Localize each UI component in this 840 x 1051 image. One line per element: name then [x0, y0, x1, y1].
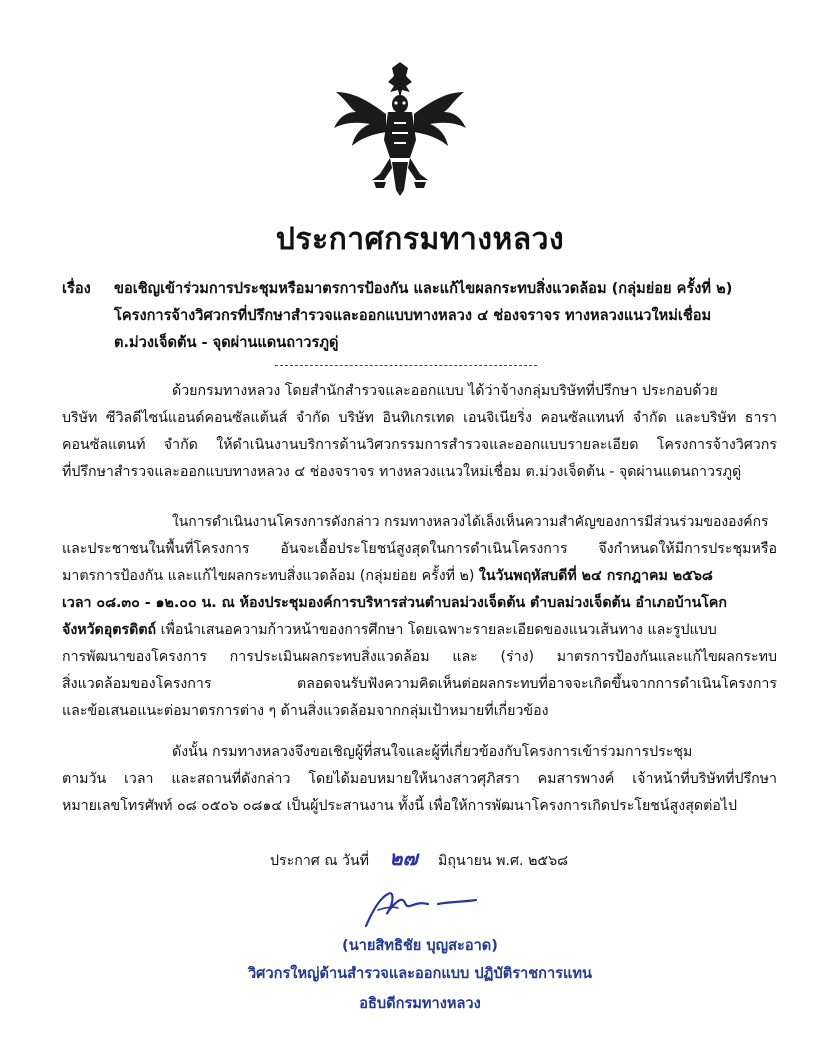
subject-line-3: ต.ม่วงเจ็ดต้น - จุดผ่านแดนถาวรภูดู่: [114, 334, 339, 351]
paragraph-line: ดังนั้น กรมทางหลวงจึงขอเชิญผู้ที่สนใจและผู้ที่เกี่ยวข้องกับโครงการเข้าร่วมการประชุม: [172, 744, 693, 760]
announcement-title: ประกาศกรมทางหลวง: [275, 222, 565, 257]
paragraph-line: และข้อเสนอแนะต่อมาตรการต่าง ๆ ด้านสิ่งแวดล้อมจากกลุ่มเป้าหมายที่เกี่ยวข้อง: [62, 703, 549, 719]
meeting-date: ในวันพฤหัสบดีที่ ๒๔ กรกฎาคม ๒๕๖๘: [478, 568, 713, 584]
paragraph-intro: [62, 378, 777, 486]
paragraph-line: คอนซัลแตนท์ จำกัด ให้ดำเนินงานบริการด้านวิศวกรรมการสำรวจและออกแบบรายละเอียด โครงการจ้างวิศวกร: [62, 437, 777, 453]
paragraph-line: ในการดำเนินงานโครงการดังกล่าว กรมทางหลวงได้เล็งเห็นความสำคัญของการมีส่วนร่วมขององค์กร: [172, 514, 769, 530]
date-prefix: ประกาศ ณ วันที่: [270, 853, 370, 869]
paragraph-line: ด้วยกรมทางหลวง โดยสำนักสำรวจและออกแบบ ได้ว่าจ้างกลุ่มบริษัทที่ปรึกษา ประกอบด้วย: [172, 383, 718, 399]
text-normal: มาตรการป้องกัน และแก้ไขผลกระทบสิ่งแวดล้อม (กลุ่มย่อย ครั้งที่ ๒): [62, 568, 479, 584]
text-normal: เพื่อนำเสนอความก้าวหน้าของการศึกษา โดยเฉพาะรายละเอียดของแนวเส้นทาง และรูปแบบ: [156, 622, 717, 638]
subject-label: เรื่อง: [62, 280, 91, 297]
signer-office: อธิบดีกรมทางหลวง: [359, 995, 481, 1012]
paragraph-line: [62, 617, 777, 644]
subject-line-1: ขอเชิญเข้าร่วมการประชุมหรือมาตรการป้องกัน และแก้ไขผลกระทบสิ่งแวดล้อม (กลุ่มย่อย ครั้งที่ ๒): [114, 280, 733, 297]
paragraph-line: สิ่งแวดล้อมของโครงการ ตลอดจนรับฟังความคิดเห็นต่อผลกระทบที่อาจจะเกิดขึ้นจากการดำเนินโครงการ: [62, 676, 777, 692]
signer-position: วิศวกรใหญ่ด้านสำรวจและออกแบบ ปฏิบัติราชการแทน: [247, 965, 593, 982]
separator-rule: [275, 365, 537, 366]
handwritten-signature: [358, 882, 483, 932]
paragraph-line: การพัฒนาของโครงการ การประเมินผลกระทบสิ่งแวดล้อม และ (ร่าง) มาตรการป้องกันและแก้ไขผลกระทบ: [62, 649, 777, 665]
signer-name: (นายสิทธิชัย บุญสะอาด): [342, 937, 498, 954]
paragraph-line: และประชาชนในพื้นที่โครงการ อันจะเอื้อประโยชน์สูงสุดในการดำเนินโครงการ จึงกำหนดให้มีการประชุมหรือ: [62, 541, 777, 557]
subject-line-2: โครงการจ้างวิศวกรที่ปรึกษาสำรวจและออกแบบทางหลวง ๔ ช่องจราจร ทางหลวงแนวใหม่เชื่อม: [114, 307, 712, 324]
paragraph-line: บริษัท ซีวิลดีไซน์แอนด์คอนซัลแต้นส์ จำกัด บริษัท อินทิเกรเทด เอนจิเนียริ่ง คอนซัลแทนท์ จำกัด และบริษัท ธารา: [62, 410, 777, 426]
paragraph-meeting-details: [62, 509, 777, 725]
paragraph-line: [62, 590, 777, 617]
paragraph-invitation: [62, 739, 777, 820]
paragraph-line: หมายเลขโทรศัพท์ ๐๘ ๐๕๐๖ ๐๘๑๔ เป็นผู้ประสานงาน ทั้งนี้ เพื่อให้การพัฒนาโครงการเกิดประโยชน์สูงสุดต่อไป: [62, 798, 737, 814]
meeting-time-venue: เวลา ๐๘.๓๐ - ๑๒.๐๐ น. ณ ห้องประชุมองค์การบริหารส่วนตำบลม่วงเจ็ดต้น ตำบลม่วงเจ็ดต้น อำเภอบ้านโคก: [62, 595, 727, 611]
announcement-date: [270, 842, 568, 874]
paragraph-line: ที่ปรึกษาสำรวจและออกแบบทางหลวง ๔ ช่องจราจร ทางหลวงแนวใหม่เชื่อม ต.ม่วงเจ็ดต้น - จุดผ่านแดนถาวรภูดู่: [62, 464, 742, 480]
date-day-handwritten: ๒๗: [389, 846, 418, 870]
date-month-year: มิถุนายน พ.ศ. ๒๕๖๘: [438, 853, 569, 869]
paragraph-line: ตามวัน เวลา และสถานที่ดังกล่าว โดยได้มอบหมายให้นางสาวศุภิสรา คมสารพางค์ เจ้าหน้าที่บริษัทที่ปรึกษา: [62, 771, 777, 787]
garuda-emblem-icon: [330, 62, 470, 197]
paragraph-line: [62, 563, 777, 590]
meeting-province: จังหวัดอุตรดิตถ์: [62, 622, 157, 638]
